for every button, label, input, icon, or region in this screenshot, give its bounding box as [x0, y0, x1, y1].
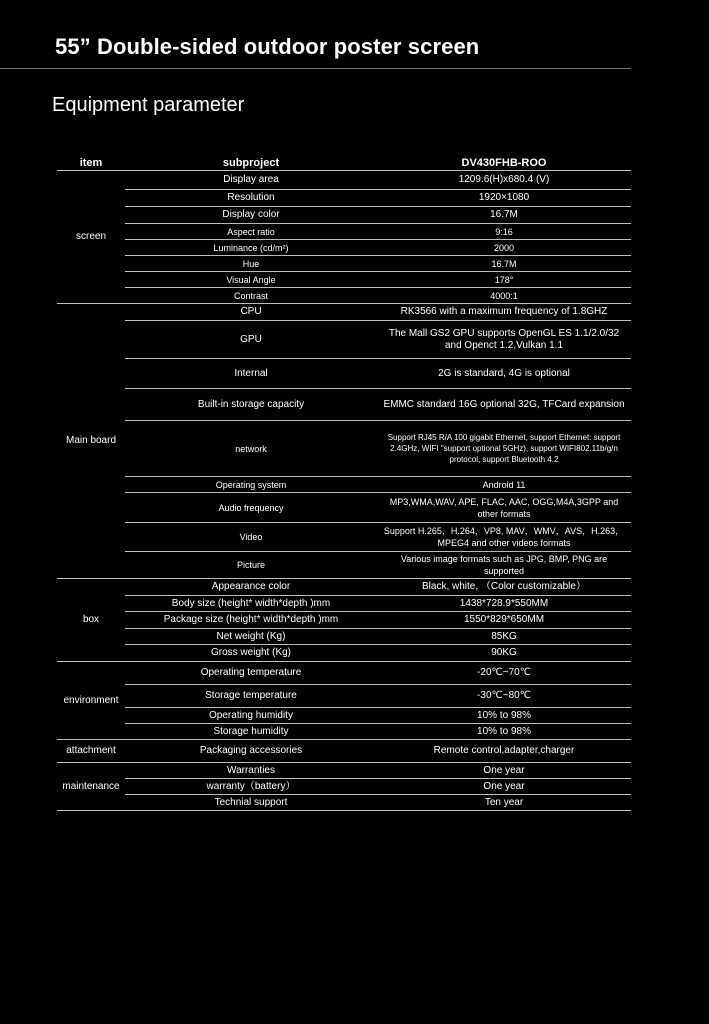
row-label: Contrast: [125, 288, 377, 304]
table-header-row: [57, 155, 631, 171]
row-label: Body size (height* width*depth )mm: [125, 596, 377, 612]
row-label: Picture: [125, 552, 377, 579]
row-value: 1920×1080: [377, 190, 631, 207]
row-value: -30℃~80℃: [377, 685, 631, 708]
table-row: [57, 477, 631, 493]
table-row: [57, 288, 631, 304]
row-label: CPU: [125, 304, 377, 321]
table-row: [57, 645, 631, 662]
table-row: [57, 240, 631, 256]
title-divider: [0, 68, 631, 69]
table-row: [57, 552, 631, 579]
table-row: [57, 708, 631, 724]
row-value: 9:16: [377, 224, 631, 240]
column-header-model: DV430FHB-ROO: [377, 155, 631, 171]
row-label: Operating temperature: [125, 662, 377, 685]
row-label: warranty（battery）: [125, 779, 377, 795]
table-row: [57, 685, 631, 708]
table-row: [57, 612, 631, 629]
row-value: Support RJ45 R/A 100 gigabit Ethernet, support Ethernet: support 2.4GHz, WIFI "support optional 5GHz), support WIFI802.11b/g/n protocol, support Bluetooth 4.2: [377, 421, 631, 477]
row-value: 2000: [377, 240, 631, 256]
row-value: 178°: [377, 272, 631, 288]
row-value: Various image formats such as JPG, BMP, PNG are supported: [377, 552, 631, 579]
table-row: [57, 321, 631, 359]
column-header-item: item: [57, 155, 125, 171]
row-label: Visual Angle: [125, 272, 377, 288]
row-label: Aspect ratio: [125, 224, 377, 240]
row-value: 1209.6(H)x680.4 (V): [377, 171, 631, 190]
table-row: [57, 596, 631, 612]
group-label-environment: environment: [57, 662, 125, 740]
row-label: Built-in storage capacity: [125, 389, 377, 421]
table-row: [57, 389, 631, 421]
table-row: [57, 724, 631, 740]
row-label: Operating humidity: [125, 708, 377, 724]
table-row: [57, 629, 631, 645]
row-value: One year: [377, 779, 631, 795]
row-label: Display area: [125, 171, 377, 190]
table-row: [57, 795, 631, 811]
column-header-subproject: subproject: [125, 155, 377, 171]
table-row: [57, 190, 631, 207]
table-row: [57, 779, 631, 795]
row-label: Packaging accessories: [125, 740, 377, 763]
row-value: 10% to 98%: [377, 708, 631, 724]
row-label: Gross weight (Kg): [125, 645, 377, 662]
table-row: [57, 523, 631, 552]
row-value: 1438*728.9*550MM: [377, 596, 631, 612]
section-heading: Equipment parameter: [52, 94, 245, 116]
row-label: Technial support: [125, 795, 377, 811]
table-row: [57, 493, 631, 523]
row-value: 10% to 98%: [377, 724, 631, 740]
row-value: 16.7M: [377, 256, 631, 272]
row-value: 85KG: [377, 629, 631, 645]
row-label: network: [125, 421, 377, 477]
row-value: 16.7M: [377, 207, 631, 224]
row-value: 90KG: [377, 645, 631, 662]
table-row: [57, 256, 631, 272]
table-row: [57, 171, 631, 190]
row-label: Resolution: [125, 190, 377, 207]
row-label: Net weight (Kg): [125, 629, 377, 645]
group-label-maintenance: maintenance: [57, 763, 125, 811]
page-title: 55” Double-sided outdoor poster screen: [55, 34, 480, 59]
row-value: Support H.265，H.264，VP8, MAV，WMV，AVS，H.263，MPEG4 and other videos formats: [377, 523, 631, 552]
row-value: Remote control,adapter,charger: [377, 740, 631, 763]
row-label: Audio frequency: [125, 493, 377, 523]
row-label: Hue: [125, 256, 377, 272]
row-label: Warranties: [125, 763, 377, 779]
row-value: Android 11: [377, 477, 631, 493]
group-label-attachment: attachment: [57, 740, 125, 763]
table-row: [57, 207, 631, 224]
row-value: EMMC standard 16G optional 32G, TFCard expansion: [377, 389, 631, 421]
row-value: MP3,WMA,WAV, APE, FLAC, AAC, OGG,M4A,3GPP and other formats: [377, 493, 631, 523]
row-label: Storage temperature: [125, 685, 377, 708]
row-value: 2G is standard, 4G is optional: [377, 359, 631, 389]
row-value: RK3566 with a maximum frequency of 1.8GHZ: [377, 304, 631, 321]
row-label: Display color: [125, 207, 377, 224]
group-label-main-board: Main board: [57, 304, 125, 579]
table-row: [57, 579, 631, 596]
row-label: Luminance (cd/m²): [125, 240, 377, 256]
row-value: 1550*829*650MM: [377, 612, 631, 629]
table-row: [57, 359, 631, 389]
row-value: One year: [377, 763, 631, 779]
row-label: Internal: [125, 359, 377, 389]
row-label: GPU: [125, 321, 377, 359]
group-label-box: box: [57, 579, 125, 662]
table-row: [57, 421, 631, 477]
row-label: Video: [125, 523, 377, 552]
table-row: [57, 662, 631, 685]
row-label: Storage humidity: [125, 724, 377, 740]
row-value: Black, white, （Color customizable）: [377, 579, 631, 596]
table-row: [57, 304, 631, 321]
row-label: Appearance color: [125, 579, 377, 596]
row-label: Operating system: [125, 477, 377, 493]
table-row: [57, 740, 631, 763]
table-row: [57, 763, 631, 779]
row-value: -20℃~70℃: [377, 662, 631, 685]
row-value: The Mall GS2 GPU supports OpenGL ES 1.1/2.0/32 and Openct 1.2,Vulkan 1.1: [377, 321, 631, 359]
table-row: [57, 224, 631, 240]
spec-table: [57, 155, 631, 811]
row-value: 4000:1: [377, 288, 631, 304]
row-value: Ten year: [377, 795, 631, 811]
group-label-screen: screen: [57, 171, 125, 304]
row-label: Package size (height* width*depth )mm: [125, 612, 377, 629]
table-row: [57, 272, 631, 288]
